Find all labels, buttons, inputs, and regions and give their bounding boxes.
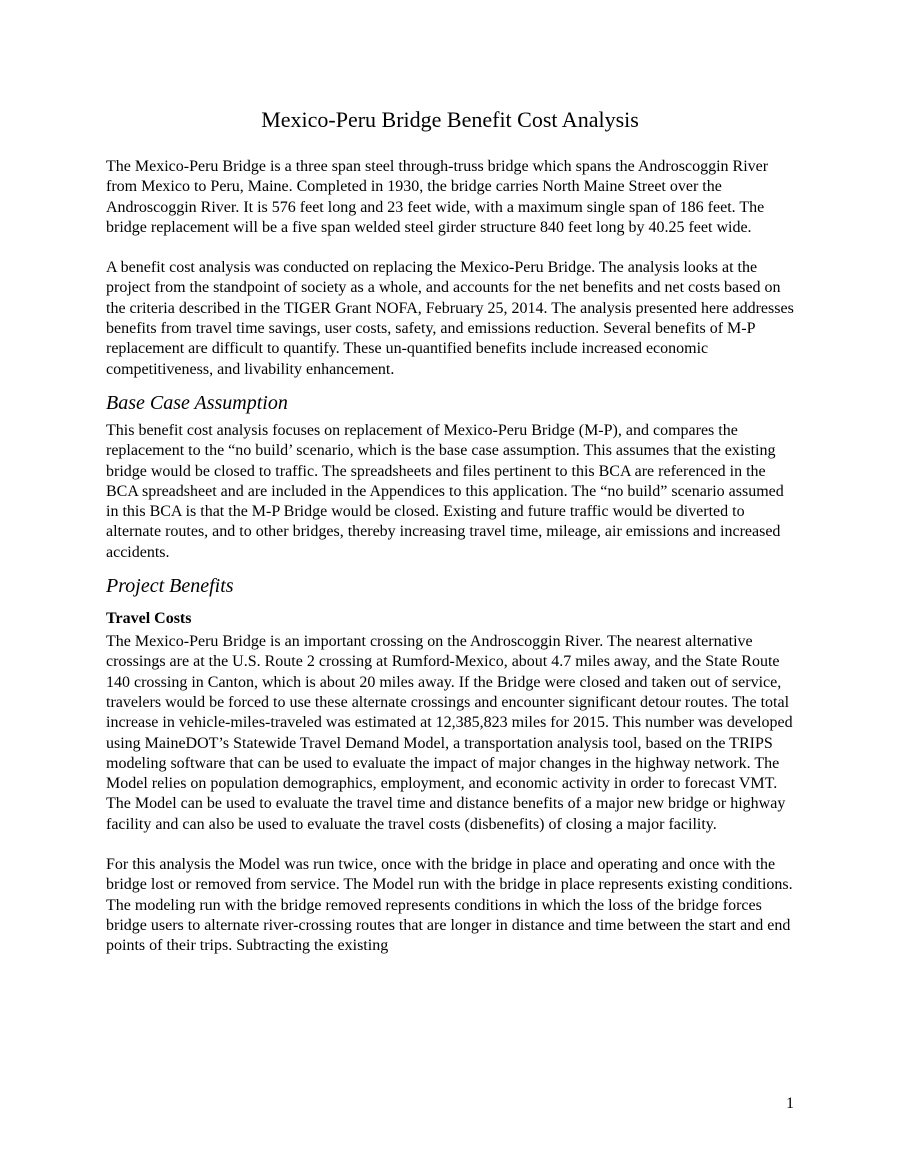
intro-paragraph-2: A benefit cost analysis was conducted on replacing the Mexico-Peru Bridge. The analysis looks at the project from the standpoint of society as a whole, and accounts for the net benefits and net costs based on the criteria described in the TIGER Grant NOFA, February 25, 2014. The analysis presented here addresses benefits from travel time savings, user costs, safety, and emissions reduction. Several benefits of M-P replacement are difficult to quantify. These un-quantified benefits include increased economic competitiveness, and livability enhancement. [106, 259, 794, 378]
page-content [106, 105, 794, 957]
base-case-heading: Base Case Assumption [106, 391, 288, 414]
intro-paragraph-1: The Mexico-Peru Bridge is a three span steel through-truss bridge which spans the Androscoggin River from Mexico to Peru, Maine. Completed in 1930, the bridge carries North Maine Street over the Androscoggin River. It is 576 feet long and 23 feet wide, with a maximum single span of 186 feet. The bridge replacement will be a five span welded steel girder structure 840 feet long by 40.25 feet wide. [106, 158, 769, 236]
travel-costs-heading: Travel Costs [106, 610, 192, 628]
document-title: Mexico-Peru Bridge Benefit Cost Analysis [261, 107, 639, 132]
base-case-paragraph: This benefit cost analysis focuses on replacement of Mexico-Peru Bridge (M-P), and compares the replacement to the “no build’ scenario, which is the base case assumption. This assumes that the existing bridge would be closed to traffic. The spreadsheets and files pertinent to this BCA are referenced in the BCA spreadsheet and are included in the Appendices to this application. The “no build” scenario assumed in this BCA is that the M-P Bridge would be closed. Existing and future traffic would be diverted to alternate routes, and to other bridges, thereby increasing travel time, mileage, air emissions and increased accidents. [106, 421, 784, 561]
travel-costs-paragraph-1: The Mexico-Peru Bridge is an important crossing on the Androscoggin River. The nearest alternative crossings are at the U.S. Route 2 crossing at Rumford-Mexico, about 4.7 miles away, and the State Route 140 crossing in Canton, which is about 20 miles away. If the Bridge were closed and taken out of service, travelers would be forced to use these alternate crossings and encounter significant detour routes. The total increase in vehicle-miles-traveled was estimated at 12,385,823 miles for 2015. This number was developed using MaineDOT’s Statewide Travel Demand Model, a transportation analysis tool, based on the TRIPS modeling software that can be used to evaluate the impact of major changes in the highway network. The Model relies on population demographics, employment, and economic activity in order to forecast VMT. The Model can be used to evaluate the travel time and distance benefits of a major new bridge or highway facility and can also be used to evaluate the travel costs (disbenefits) of closing a major facility. [106, 633, 793, 833]
project-benefits-heading: Project Benefits [106, 575, 234, 598]
page-number: 1 [786, 1095, 794, 1112]
travel-costs-paragraph-2: For this analysis the Model was run twice, once with the bridge in place and operating and once with the bridge lost or removed from service. The Model run with the bridge in place represents existing conditions. The modeling run with the bridge removed represents conditions in which the loss of the bridge forces bridge users to alternate river-crossing routes that are longer in distance and time between the start and end points of their trips. Subtracting the existing [106, 856, 793, 955]
